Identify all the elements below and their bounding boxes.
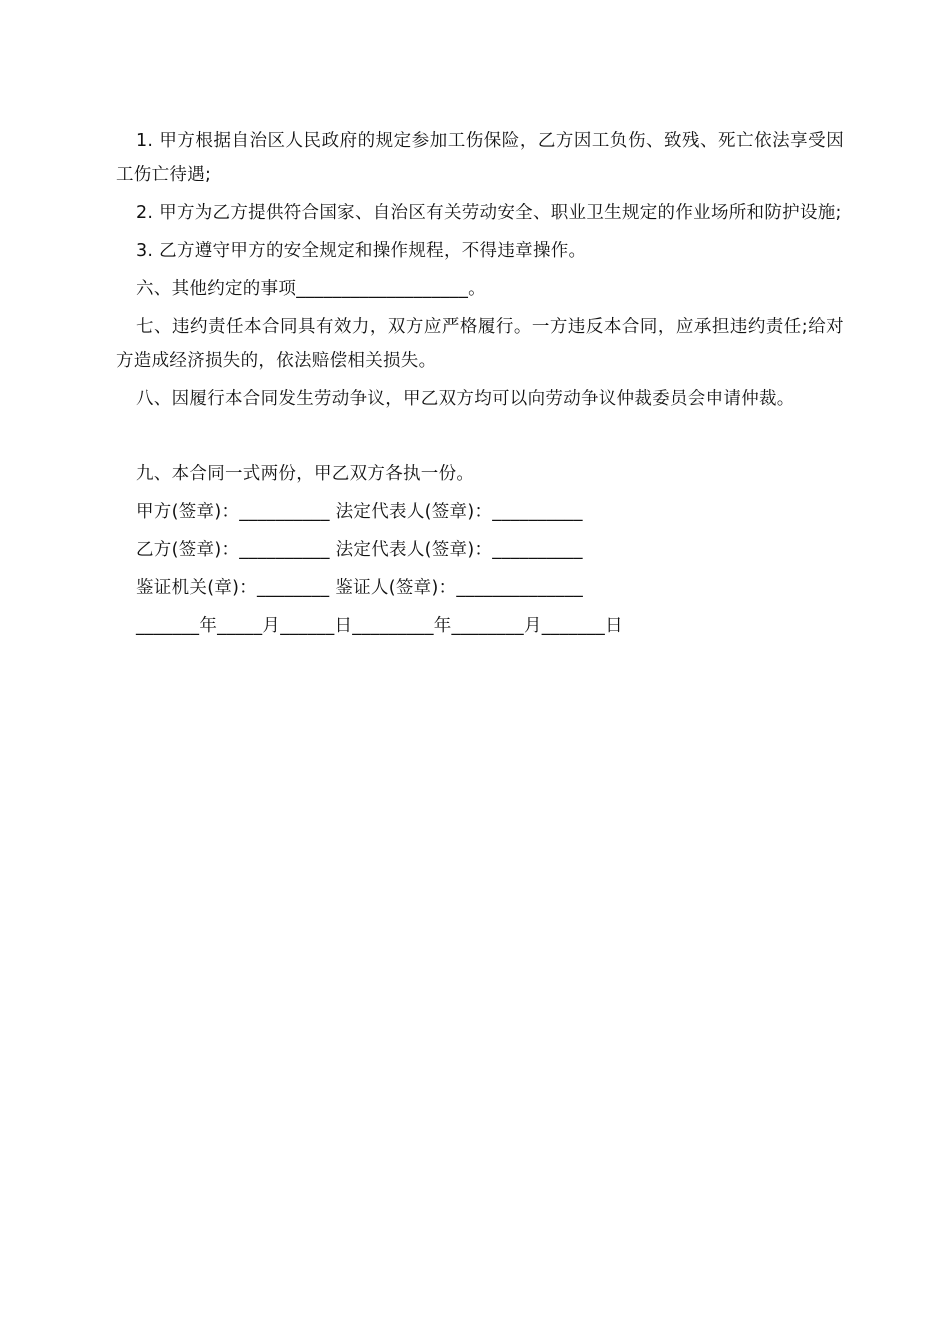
clause-copies: 九、本合同一式两份，甲乙双方各执一份。: [136, 464, 475, 484]
clause-breach-liability: 七、违约责任本合同具有效力，双方应严格履行。一方违反本合同，应承担违约责任;给对方造成经济损失的，依法赔偿相关损失。: [116, 317, 844, 371]
clause-safety-rules: 3. 乙方遵守甲方的安全规定和操作规程，不得违章操作。: [136, 241, 587, 261]
signature-date-line: _______年_____月______日_________年________月_______日: [136, 616, 623, 636]
paragraph-spacer: [116, 420, 844, 457]
clause-other-agreements: 六、其他约定的事项___________________。: [136, 279, 486, 299]
contract-body: [116, 124, 844, 647]
signature-line-verification: 鉴证机关(章)：________ 鉴证人(签章)：______________: [136, 578, 584, 598]
signature-line-party-b: 乙方(签章)：__________ 法定代表人(签章)：__________: [136, 540, 583, 560]
clause-labor-dispute: 八、因履行本合同发生劳动争议，甲乙双方均可以向劳动争议仲裁委员会申请仲裁。: [136, 389, 795, 409]
clause-safety-facilities: 2. 甲方为乙方提供符合国家、自治区有关劳动安全、职业卫生规定的作业场所和防护设施;: [136, 203, 842, 223]
signature-line-party-a: 甲方(签章)：__________ 法定代表人(签章)：__________: [136, 502, 583, 522]
clause-work-injury-insurance: 1. 甲方根据自治区人民政府的规定参加工伤保险，乙方因工负伤、致残、死亡依法享受因工伤亡待遇;: [116, 131, 844, 185]
